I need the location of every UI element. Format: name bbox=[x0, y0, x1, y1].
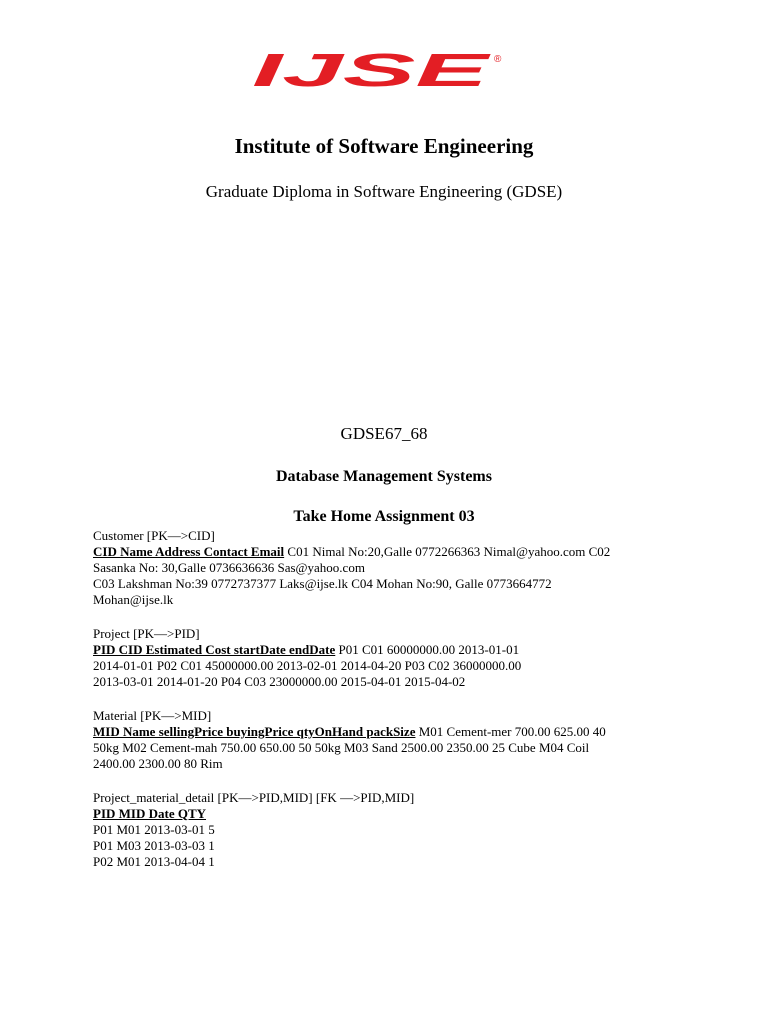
ijse-logo bbox=[252, 50, 512, 90]
detail-row: P02 M01 2013-04-04 1 bbox=[93, 854, 215, 869]
registered-mark: ® bbox=[494, 54, 502, 65]
material-data bbox=[93, 724, 673, 740]
material-data-line: 2400.00 2300.00 80 Rim bbox=[93, 756, 223, 771]
material-section bbox=[93, 708, 673, 772]
project-material-detail-rows bbox=[93, 822, 673, 870]
project-material-detail-section bbox=[93, 790, 673, 870]
customer-data bbox=[93, 544, 673, 560]
customer-data-line: Mohan@ijse.lk bbox=[93, 592, 174, 607]
ijse-logo-graphic bbox=[252, 50, 512, 90]
project-material-detail-label: Project_material_detail [PK—>PID,MID] [FK —>PID,MID] bbox=[93, 790, 415, 805]
customer-section bbox=[93, 528, 673, 608]
course-title: Database Management Systems bbox=[276, 468, 492, 485]
logo-text: IJSE bbox=[252, 50, 492, 90]
project-material-detail-header: PID MID Date QTY bbox=[93, 806, 207, 821]
customer-header: CID Name Address Contact Email bbox=[93, 544, 285, 559]
batch-code: GDSE67_68 bbox=[340, 424, 428, 443]
detail-row: P01 M03 2013-03-03 1 bbox=[93, 838, 215, 853]
project-data bbox=[93, 642, 673, 658]
project-label: Project [PK—>PID] bbox=[93, 626, 200, 641]
material-data-line: 50kg M02 Cement-mah 750.00 650.00 50 50kg M03 Sand 2500.00 2350.00 25 Cube M04 Coil bbox=[93, 740, 590, 755]
project-data-line: 2014-01-01 P02 C01 45000000.00 2013-02-01 2014-04-20 P03 C02 36000000.00 bbox=[93, 658, 522, 673]
assignment-content bbox=[93, 528, 673, 888]
customer-data-line1: C01 Nimal No:20,Galle 0772266363 Nimal@yahoo.com C02 bbox=[284, 544, 611, 559]
customer-label: Customer [PK—>CID] bbox=[93, 528, 215, 543]
project-data-line1: P01 C01 60000000.00 2013-01-01 bbox=[335, 642, 520, 657]
project-header: PID CID Estimated Cost startDate endDate bbox=[93, 642, 336, 657]
material-header: MID Name sellingPrice buyingPrice qtyOnHand packSize bbox=[93, 724, 416, 739]
project-data-line: 2013-03-01 2014-01-20 P04 C03 23000000.00 2015-04-01 2015-04-02 bbox=[93, 674, 466, 689]
customer-data-line: Sasanka No: 30,Galle 0736636636 Sas@yahoo.com bbox=[93, 560, 365, 575]
diploma-subtitle: Graduate Diploma in Software Engineering (GDSE) bbox=[205, 182, 563, 201]
material-data-line1: M01 Cement-mer 700.00 625.00 40 bbox=[415, 724, 606, 739]
project-section bbox=[93, 626, 673, 690]
material-label: Material [PK—>MID] bbox=[93, 708, 212, 723]
detail-row: P01 M01 2013-03-01 5 bbox=[93, 822, 215, 837]
institute-title: Institute of Software Engineering bbox=[234, 134, 534, 158]
assignment-title: Take Home Assignment 03 bbox=[293, 508, 475, 525]
customer-data-line: C03 Lakshman No:39 0772737377 Laks@ijse.lk C04 Mohan No:90, Galle 0773664772 bbox=[93, 576, 552, 591]
